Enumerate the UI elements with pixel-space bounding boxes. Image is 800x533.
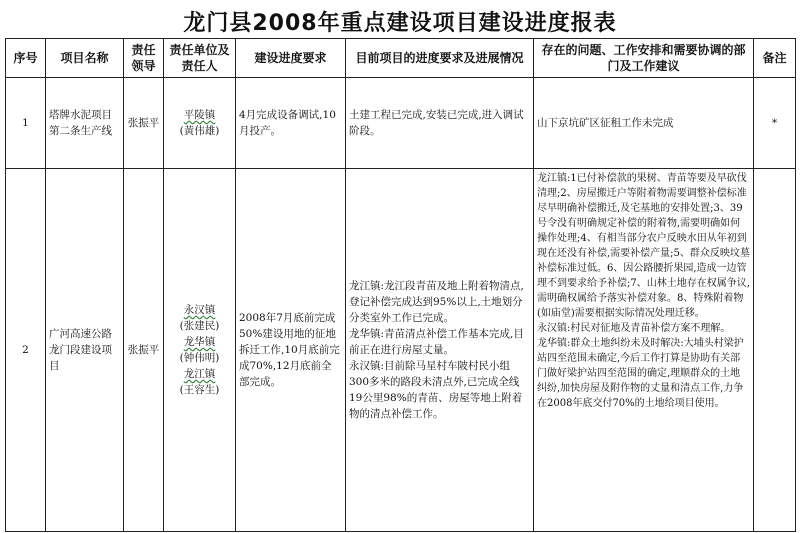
cell-name: 塔牌水泥项目第二条生产线 — [46, 78, 124, 169]
issues-text: 龙江镇:1已付补偿款的果树、青苗等要及早砍伐清理;2、房屋搬迁户等附着物需要调整补偿标准尽早明确补偿搬迁,及宅基地的安排处置;3、39号令没有明确规定补偿的附着物,需要明确如何操作处理;4、有相当部分农户反映水田从年初到现在还没有补偿,需要补偿产量;5、群众反映坟墓补偿标准过低。6、因公路腰折果园,造成一边管理不到要求给予补偿;7、山林土地存在权属争议,需明确权属给予落实补偿对象。8、特殊附着物(如庙堂)需要根据实际情况处理迁移。 — [537, 173, 750, 319]
unit-town: 龙江镇 — [183, 368, 216, 380]
cell-remarks — [754, 169, 796, 532]
cell-unit — [164, 169, 236, 532]
cell-issues — [534, 169, 754, 532]
unit-town: 龙华镇 — [183, 336, 216, 348]
header-issues: 存在的问题、工作安排和需要协调的部门及工作建议 — [534, 39, 754, 78]
cell-seq: 1 — [6, 78, 46, 169]
unit-person: (王容生) — [179, 384, 220, 396]
header-leader: 责任领导 — [124, 39, 164, 78]
cell-requirement: 2008年7月底前完成50%建设用地的征地拆迁工作,10月底前完成70%,12月底前全部完成。 — [236, 169, 346, 532]
unit-town: 平陵镇 — [183, 109, 216, 121]
table-row — [6, 169, 796, 532]
unit-town: 永汉镇 — [183, 304, 216, 316]
cell-progress — [346, 78, 534, 169]
unit-person: (黄伟雄) — [179, 125, 220, 137]
cell-leader: 张振平 — [124, 169, 164, 532]
cell-leader: 张振平 — [124, 78, 164, 169]
progress-text: 龙华镇:青苗清点补偿工作基本完成,目前正在进行房屋丈量。 — [349, 328, 524, 356]
page-title: 龙门县2008年重点建设项目建设进度报表 — [183, 11, 617, 36]
header-unit: 责任单位及责任人 — [164, 39, 236, 78]
table-row — [6, 78, 796, 169]
progress-text: 龙江镇:龙江段青苗及地上附着物清点,登记补偿完成达到95%以上,土地划分分类室外工作已完成。 — [349, 280, 524, 324]
unit-person: (张建民) — [179, 320, 220, 332]
progress-table — [5, 38, 796, 532]
cell-seq: 2 — [6, 169, 46, 532]
cell-remarks: * — [754, 78, 796, 169]
header-progress: 目前项目的进度要求及进展情况 — [346, 39, 534, 78]
issues-text: 永汉镇:村民对征地及青苗补偿方案不理解。 — [537, 323, 731, 334]
unit-person: (钟伟明) — [179, 352, 220, 364]
cell-issues — [534, 78, 754, 169]
cell-requirement: 4月完成设备调试,10月投产。 — [236, 78, 346, 169]
cell-name: 广河高速公路龙门段建设项目 — [46, 169, 124, 532]
cell-unit — [164, 78, 236, 169]
header-seq: 序号 — [6, 39, 46, 78]
table-header-row — [6, 39, 796, 78]
header-name: 项目名称 — [46, 39, 124, 78]
header-requirement: 建设进度要求 — [236, 39, 346, 78]
progress-text: 永汉镇:目前除马星村车陂村民小组300多米的路段未清点外,已完成全线19公里98%的青苗、房屋等地上附着物的清点补偿工作。 — [349, 360, 523, 420]
progress-text: 土建工程已完成,安装已完成,进入调试阶段。 — [349, 109, 524, 137]
issues-text: 山下京坑矿区征租工作未完成 — [537, 117, 674, 129]
issues-text: 龙华镇:群众土地纠纷未及时解决:大埔头村梁护站四至范围未确定,今后工作打算是协助有关部门做好梁护站四至范围的确定,理顺群众的土地纠纷,加快房屋及附作物的丈量和清点工作,力争在2008年底交付70%的土地给项目使用。 — [537, 338, 744, 409]
header-remarks: 备注 — [754, 39, 796, 78]
cell-progress — [346, 169, 534, 532]
